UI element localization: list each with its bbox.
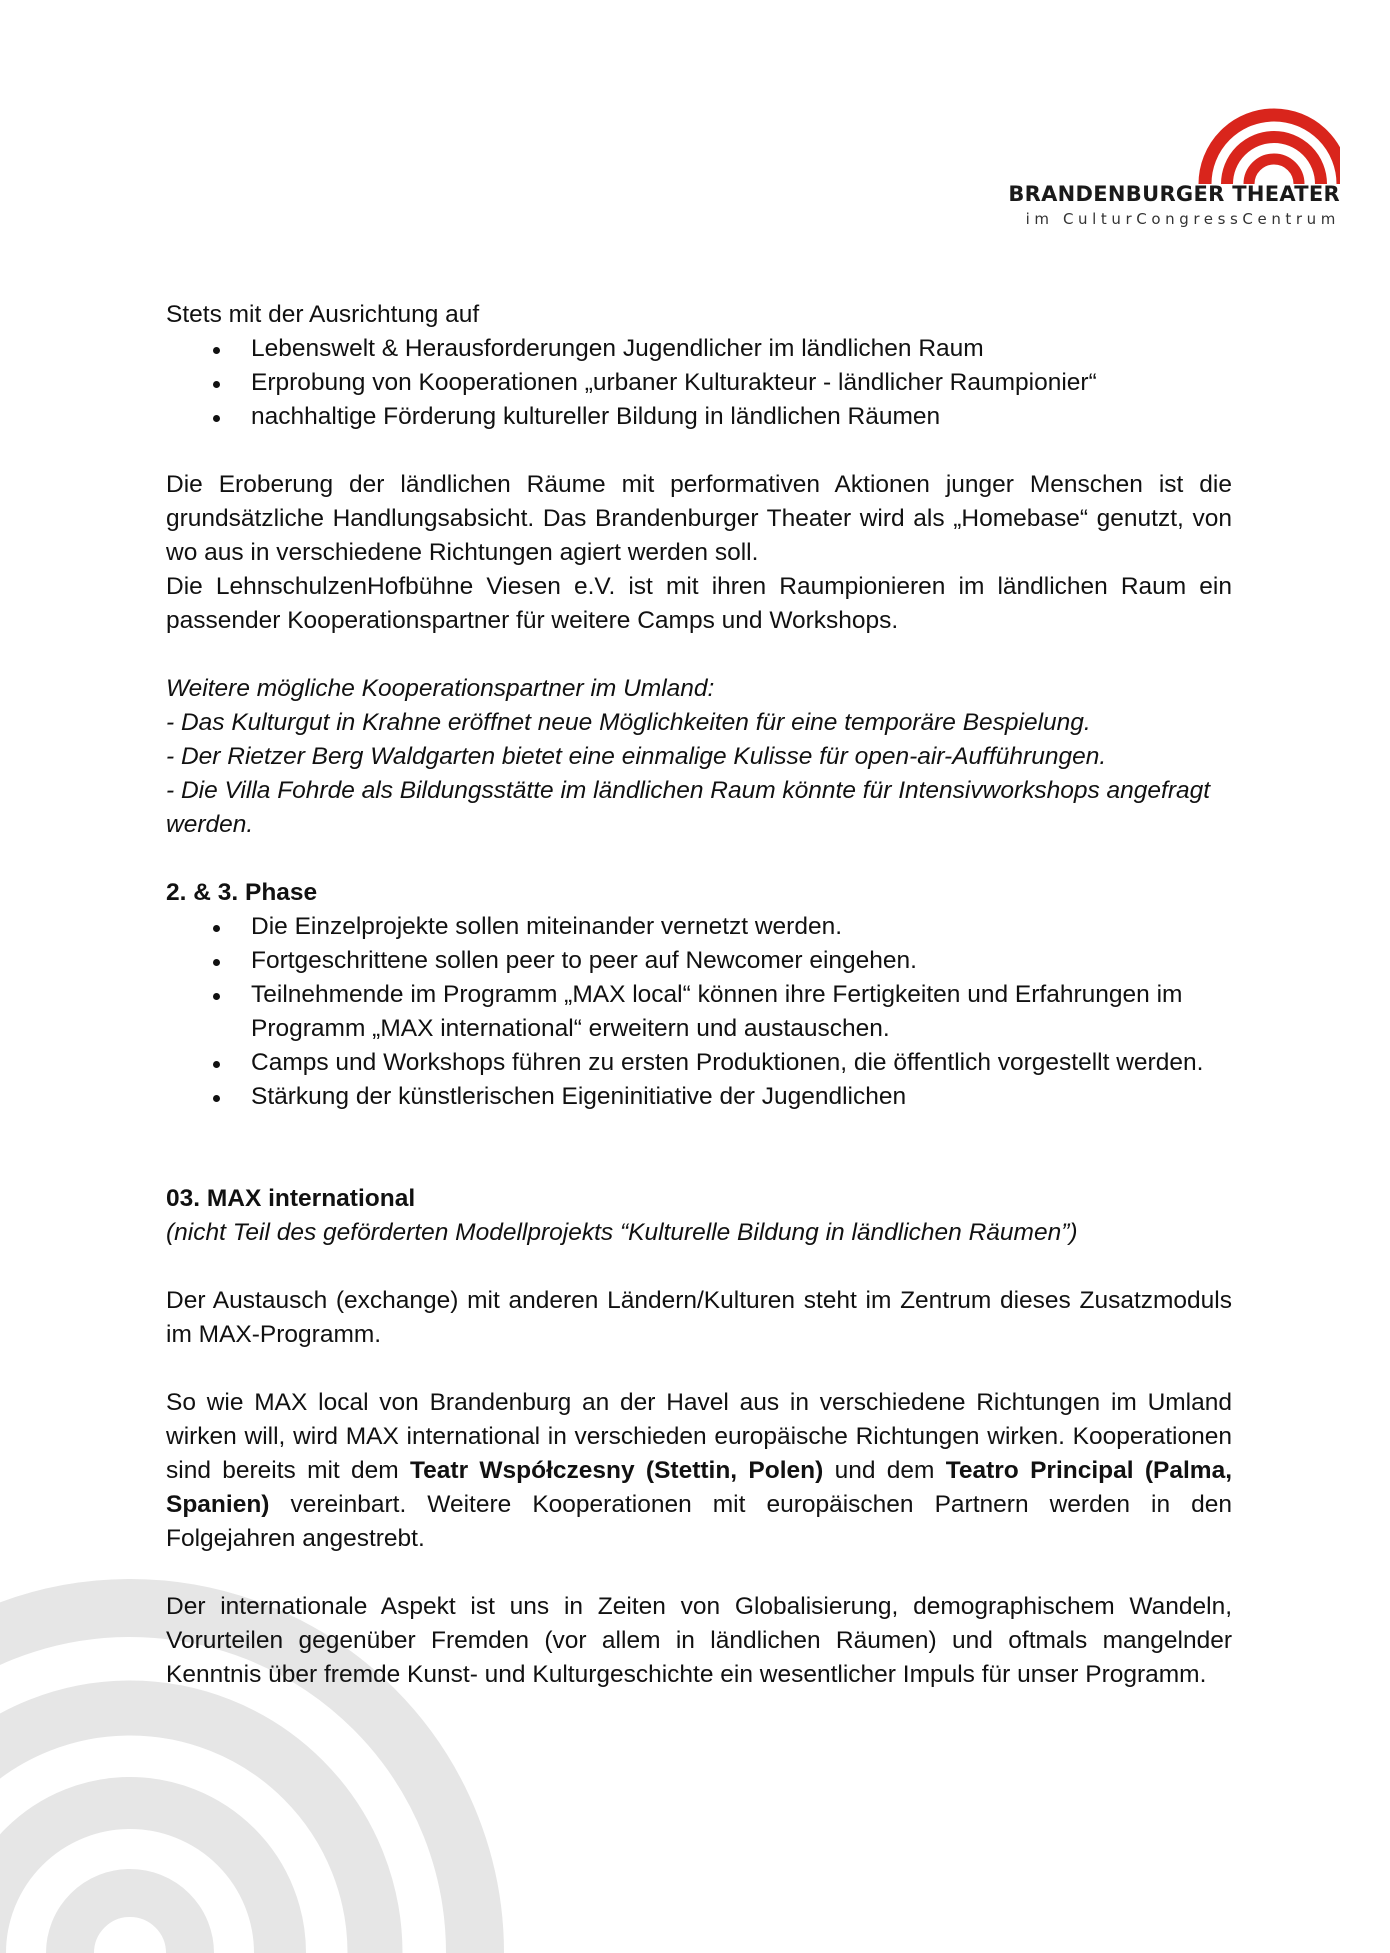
intro-line: Stets mit der Ausrichtung auf — [166, 301, 480, 328]
paragraph: Der Austausch (exchange) mit anderen Ländern/Kulturen steht im Zentrum dieses Zusatzmoduls im MAX-Programm. — [166, 1287, 1232, 1348]
list-item: Teilnehmende im Programm „MAX local“ können ihre Fertigkeiten und Erfahrungen im Programm „MAX international“ erweitern und austauschen. — [166, 978, 1232, 1046]
partner-line: - Das Kulturgut in Krahne eröffnet neue Möglichkeiten für eine temporäre Bespielung. — [166, 709, 1091, 736]
partner-line: - Der Rietzer Berg Waldgarten bietet eine einmalige Kulisse für open-air-Aufführungen. — [166, 743, 1107, 770]
logo-wordmark: BRANDENBURGER THEATER — [1008, 182, 1340, 206]
text-run: vereinbart. Weitere Kooperationen mit europäischen Partnern werden in den Folgejahren angestrebt. — [166, 1491, 1232, 1552]
partner-palma: Teatro Principal (Palma, Spanien) — [166, 1457, 1233, 1518]
list-item: Camps und Workshops führen zu ersten Produktionen, die öffentlich vorgestellt werden. — [166, 1046, 1232, 1080]
phase-list — [166, 910, 1232, 1114]
document-body — [166, 298, 1232, 1692]
list-item: nachhaltige Förderung kultureller Bildung in ländlichen Räumen — [166, 400, 1232, 434]
paragraph: Der internationale Aspekt ist uns in Zeiten von Globalisierung, demographischem Wandeln, Vorurteilen gegenüber Fremden (vor allem in ländlichen Räumen) und oftmals mangelnder Kenntnis über fremde Kunst- und Kulturgeschichte ein wesentlicher Impuls für unser Programm. — [166, 1593, 1232, 1688]
list-item: Fortgeschrittene sollen peer to peer auf Newcomer eingehen. — [166, 944, 1232, 978]
paragraph: Die Eroberung der ländlichen Räume mit performativen Aktionen junger Menschen ist die grundsätzliche Handlungsabsicht. Das Brandenburger Theater wird als „Homebase“ genutzt, von wo aus in verschiedene Richtungen agiert werden soll. — [166, 471, 1232, 566]
logo-arcs-icon — [895, 108, 1340, 188]
paragraph — [166, 1386, 1232, 1556]
list-item: Stärkung der künstlerischen Eigeninitiative der Jugendlichen — [166, 1080, 1232, 1114]
text-run: und dem — [823, 1457, 946, 1484]
focus-list — [166, 332, 1232, 434]
partner-stettin: Teatr Współczesny (Stettin, Polen) — [410, 1457, 824, 1484]
list-item: Lebenswelt & Herausforderungen Jugendlicher im ländlichen Raum — [166, 332, 1232, 366]
list-item: Die Einzelprojekte sollen miteinander vernetzt werden. — [166, 910, 1232, 944]
logo-subtitle: im CulturCongressCentrum — [1025, 210, 1340, 228]
phase-heading: 2. & 3. Phase — [166, 879, 318, 906]
text-run: So wie MAX local von Brandenburg an der Havel aus in verschiedene Richtungen im Umland wirken will, wird MAX international in verschieden europäische Richtungen wirken. Kooperationen sind bereits mit dem — [166, 1389, 1232, 1484]
partners-title: Weitere mögliche Kooperationspartner im Umland: — [166, 675, 715, 702]
partner-line: - Die Villa Fohrde als Bildungsstätte im ländlichen Raum könnte für Intensivworkshops angefragt werden. — [166, 777, 1211, 838]
list-item: Erprobung von Kooperationen „urbaner Kulturakteur - ländlicher Raumpionier“ — [166, 366, 1232, 400]
paragraph: Die LehnschulzenHofbühne Viesen e.V. ist mit ihren Raumpionieren im ländlichen Raum ein passender Kooperationspartner für weitere Camps und Workshops. — [166, 573, 1232, 634]
theater-logo — [895, 108, 1340, 238]
section-heading: 03. MAX international — [166, 1185, 416, 1212]
section-note: (nicht Teil des geförderten Modellprojekts “Kulturelle Bildung in ländlichen Räumen”) — [166, 1219, 1078, 1246]
